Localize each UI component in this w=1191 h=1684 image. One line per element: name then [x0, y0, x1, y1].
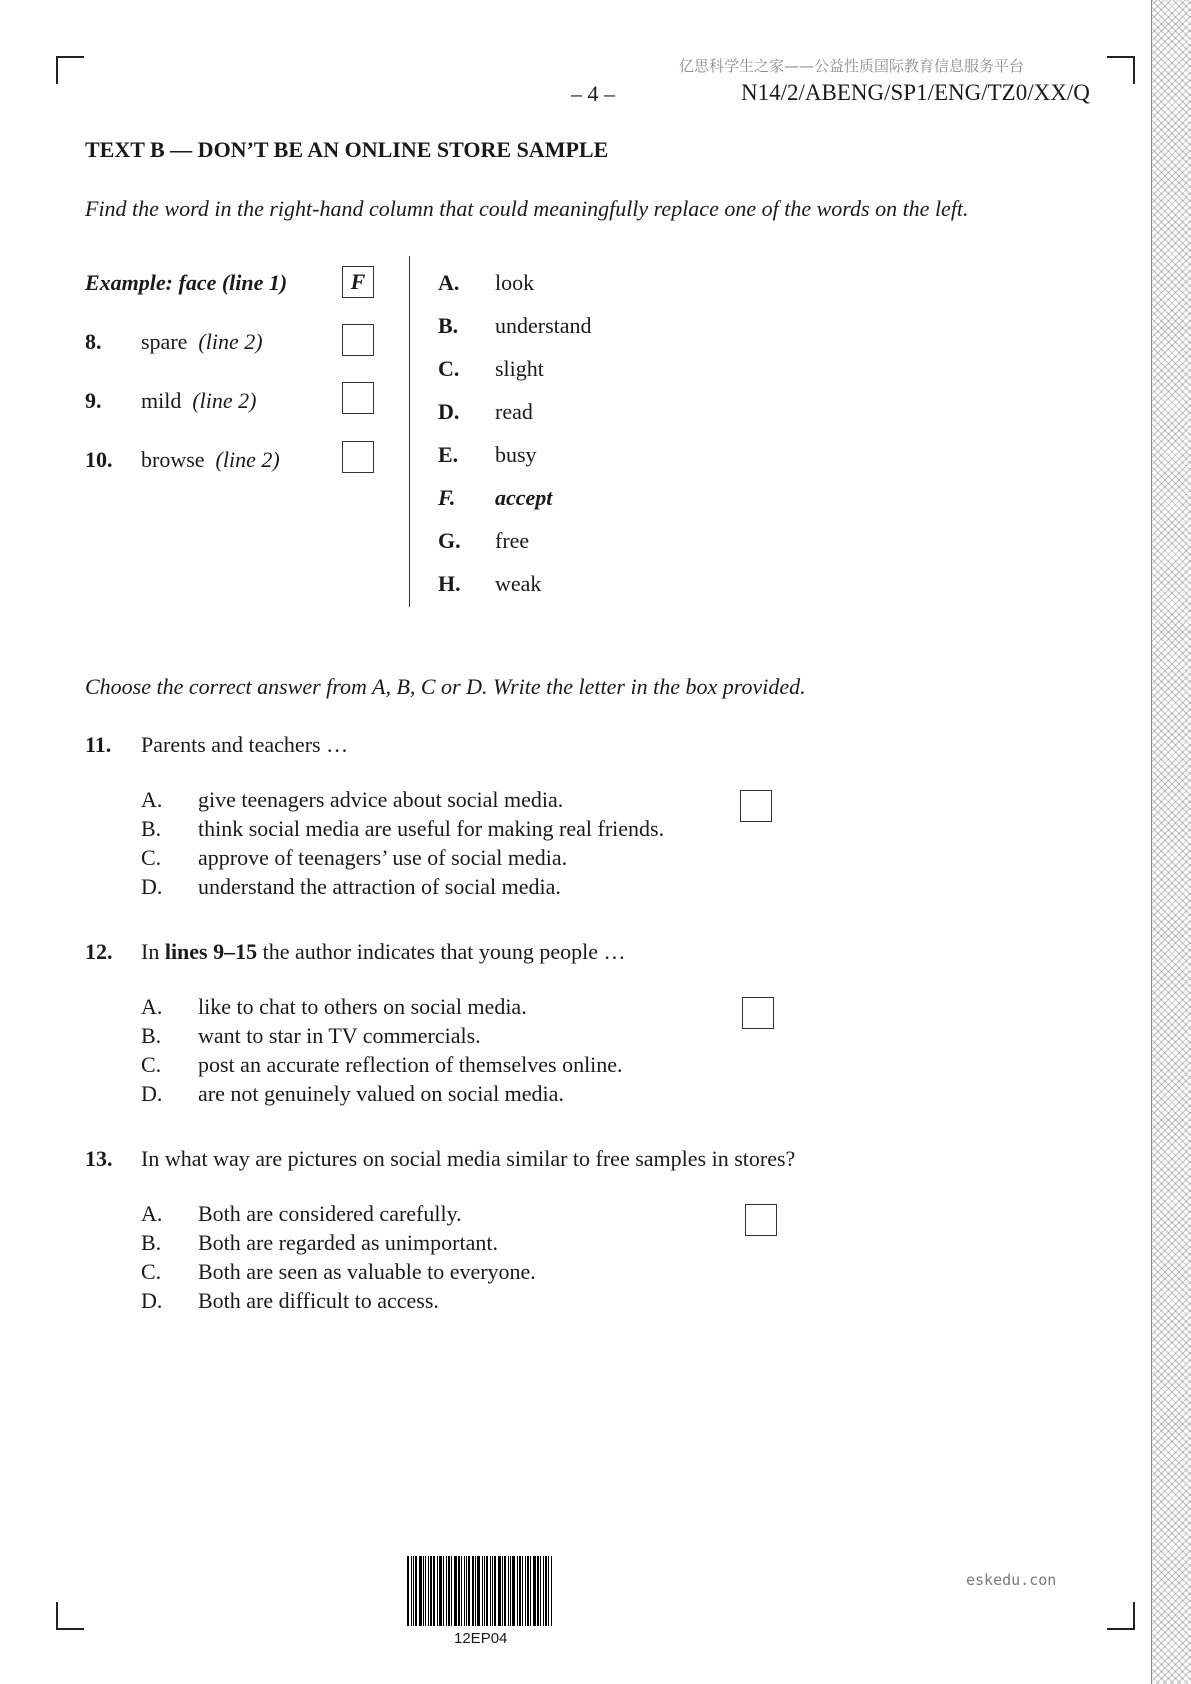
- q11-option-a: give teenagers advice about social media.: [198, 787, 564, 812]
- crop-mark-top-right: [1107, 56, 1135, 84]
- question-number-11: 11.: [85, 732, 112, 757]
- crop-mark-bottom-right: [1107, 1602, 1135, 1630]
- q12-option-a: like to chat to others on social media.: [198, 994, 527, 1019]
- q13-option-letter-b: B.: [141, 1230, 162, 1255]
- barcode-bar: [430, 1556, 432, 1626]
- barcode-bar: [484, 1556, 485, 1626]
- watermark-text: 亿思科学生之家——公益性质国际教育信息服务平台: [679, 57, 1025, 75]
- option-word-c: slight: [495, 356, 544, 381]
- barcode-bar: [428, 1556, 429, 1626]
- barcode-bar: [525, 1556, 526, 1626]
- answer-box-10[interactable]: [342, 441, 374, 473]
- barcode-bar: [407, 1556, 409, 1626]
- answer-box-9[interactable]: [342, 382, 374, 414]
- q11-option-letter-a: A.: [141, 787, 163, 812]
- question-number-13: 13.: [85, 1146, 113, 1171]
- barcode-bar: [458, 1556, 460, 1626]
- option-word-d: read: [495, 399, 533, 424]
- q13-option-d: Both are difficult to access.: [198, 1288, 439, 1313]
- barcode-bar: [475, 1556, 476, 1626]
- barcode-bar: [504, 1556, 506, 1626]
- barcode-bar: [437, 1556, 438, 1626]
- barcode-bar: [522, 1556, 523, 1626]
- barcode-bar: [545, 1556, 547, 1626]
- barcode: [407, 1556, 555, 1626]
- matching-instruction: Find the word in the right-hand column that could meaningfully replace one of the words on the left.: [85, 196, 969, 221]
- barcode-bar: [454, 1556, 457, 1626]
- question-8-word-text: spare: [141, 329, 188, 354]
- barcode-bar: [548, 1556, 549, 1626]
- barcode-bar: [464, 1556, 465, 1626]
- barcode-bar: [466, 1556, 467, 1626]
- barcode-bar: [439, 1556, 442, 1626]
- option-letter-e: E.: [438, 442, 459, 467]
- site-mark: eskedu.con: [966, 1571, 1057, 1589]
- answer-box-13[interactable]: [745, 1204, 777, 1236]
- question-8-line-ref: (line 2): [198, 329, 263, 354]
- q13-option-b: Both are regarded as unimportant.: [198, 1230, 498, 1255]
- option-letter-a: A.: [438, 270, 460, 295]
- barcode-bar: [482, 1556, 483, 1626]
- q12-option-letter-b: B.: [141, 1023, 162, 1048]
- barcode-bar: [527, 1556, 529, 1626]
- barcode-bar: [423, 1556, 424, 1626]
- barcode-bar: [477, 1556, 480, 1626]
- barcode-bar: [537, 1556, 539, 1626]
- barcode-bar: [413, 1556, 414, 1626]
- q11-option-letter-d: D.: [141, 874, 163, 899]
- barcode-bar: [502, 1556, 503, 1626]
- option-letter-h: H.: [438, 571, 461, 596]
- q13-option-letter-d: D.: [141, 1288, 163, 1313]
- section-title: TEXT B — DON’T BE AN ONLINE STORE SAMPLE: [85, 137, 609, 162]
- q11-option-letter-c: C.: [141, 845, 162, 870]
- answer-box-11[interactable]: [740, 790, 772, 822]
- q12-option-letter-c: C.: [141, 1052, 162, 1077]
- crop-mark-bottom-left: [56, 1602, 84, 1630]
- q13-option-a: Both are considered carefully.: [198, 1201, 462, 1226]
- paper-code: N14/2/ABENG/SP1/ENG/TZ0/XX/Q: [741, 80, 1090, 105]
- barcode-label: 12EP04: [454, 1630, 508, 1647]
- mcq-instruction: Choose the correct answer from A, B, C or D. Write the letter in the box provided.: [85, 674, 806, 699]
- barcode-bar: [443, 1556, 444, 1626]
- question-13-stem: In what way are pictures on social media similar to free samples in stores?: [141, 1146, 796, 1171]
- question-12-stem: [141, 939, 626, 965]
- barcode-bar: [419, 1556, 422, 1626]
- example-label: Example: face (line 1): [85, 270, 288, 295]
- barcode-bar: [540, 1556, 541, 1626]
- barcode-bar: [411, 1556, 412, 1626]
- q12-option-letter-a: A.: [141, 994, 163, 1019]
- q11-option-c: approve of teenagers’ use of social media.: [198, 845, 568, 870]
- column-divider: [409, 256, 410, 607]
- question-9-word-text: mild: [141, 388, 182, 413]
- barcode-bar: [415, 1556, 417, 1626]
- example-answer-box: F: [342, 266, 374, 298]
- barcode-bar: [468, 1556, 470, 1626]
- option-letter-g: G.: [438, 528, 461, 553]
- question-11-stem: Parents and teachers …: [141, 732, 349, 757]
- page-number: – 4 –: [571, 81, 615, 106]
- question-12-stem-suffix: the author indicates that young people …: [257, 939, 626, 964]
- q11-option-letter-b: B.: [141, 816, 162, 841]
- q12-option-c: post an accurate reflection of themselves online.: [198, 1052, 623, 1077]
- q11-option-b: think social media are useful for making real friends.: [198, 816, 665, 841]
- barcode-bar: [551, 1556, 552, 1626]
- question-9-line-ref: (line 2): [192, 388, 257, 413]
- barcode-bar: [517, 1556, 518, 1626]
- barcode-bar: [472, 1556, 474, 1626]
- q13-option-letter-c: C.: [141, 1259, 162, 1284]
- option-letter-b: B.: [438, 313, 459, 338]
- question-number-9: 9.: [85, 388, 102, 413]
- option-letter-f: F.: [438, 485, 456, 510]
- answer-box-12[interactable]: [742, 997, 774, 1029]
- barcode-bar: [492, 1556, 493, 1626]
- option-letter-d: D.: [438, 399, 460, 424]
- option-word-f: accept: [495, 485, 553, 510]
- barcode-bar: [446, 1556, 447, 1626]
- crop-mark-top-left: [56, 56, 84, 84]
- question-10-word: [141, 447, 280, 473]
- q12-option-d: are not genuinely valued on social media.: [198, 1081, 564, 1106]
- barcode-bar: [490, 1556, 491, 1626]
- barcode-bar: [508, 1556, 509, 1626]
- question-12-stem-prefix: In: [141, 939, 165, 964]
- barcode-bar: [451, 1556, 452, 1626]
- barcode-bar: [461, 1556, 462, 1626]
- barcode-bar: [530, 1556, 531, 1626]
- option-word-b: understand: [495, 313, 592, 338]
- q12-option-letter-d: D.: [141, 1081, 163, 1106]
- question-10-line-ref: (line 2): [215, 447, 280, 472]
- q13-option-letter-a: A.: [141, 1201, 163, 1226]
- question-10-word-text: browse: [141, 447, 205, 472]
- option-word-a: look: [495, 270, 535, 295]
- barcode-bar: [519, 1556, 521, 1626]
- barcode-bar: [512, 1556, 515, 1626]
- q12-option-b: want to star in TV commercials.: [198, 1023, 481, 1048]
- q13-option-c: Both are seen as valuable to everyone.: [198, 1259, 536, 1284]
- question-number-8: 8.: [85, 329, 102, 354]
- barcode-bar: [494, 1556, 496, 1626]
- barcode-bar: [425, 1556, 426, 1626]
- answer-box-8[interactable]: [342, 324, 374, 356]
- option-word-e: busy: [495, 442, 537, 467]
- barcode-bar: [533, 1556, 536, 1626]
- question-9-word: [141, 388, 257, 414]
- question-12-stem-bold: lines 9–15: [164, 939, 258, 964]
- barcode-bar: [543, 1556, 544, 1626]
- barcode-bar: [486, 1556, 488, 1626]
- barcode-bar: [498, 1556, 501, 1626]
- question-8-word: [141, 329, 263, 355]
- barcode-bar: [448, 1556, 450, 1626]
- barcode-bar: [510, 1556, 511, 1626]
- option-word-h: weak: [495, 571, 542, 596]
- question-number-12: 12.: [85, 939, 113, 964]
- page-edge-strip: [1151, 0, 1191, 1684]
- question-number-10: 10.: [85, 447, 113, 472]
- q11-option-d: understand the attraction of social media.: [198, 874, 561, 899]
- option-word-g: free: [495, 528, 530, 553]
- barcode-bar: [433, 1556, 435, 1626]
- option-letter-c: C.: [438, 356, 460, 381]
